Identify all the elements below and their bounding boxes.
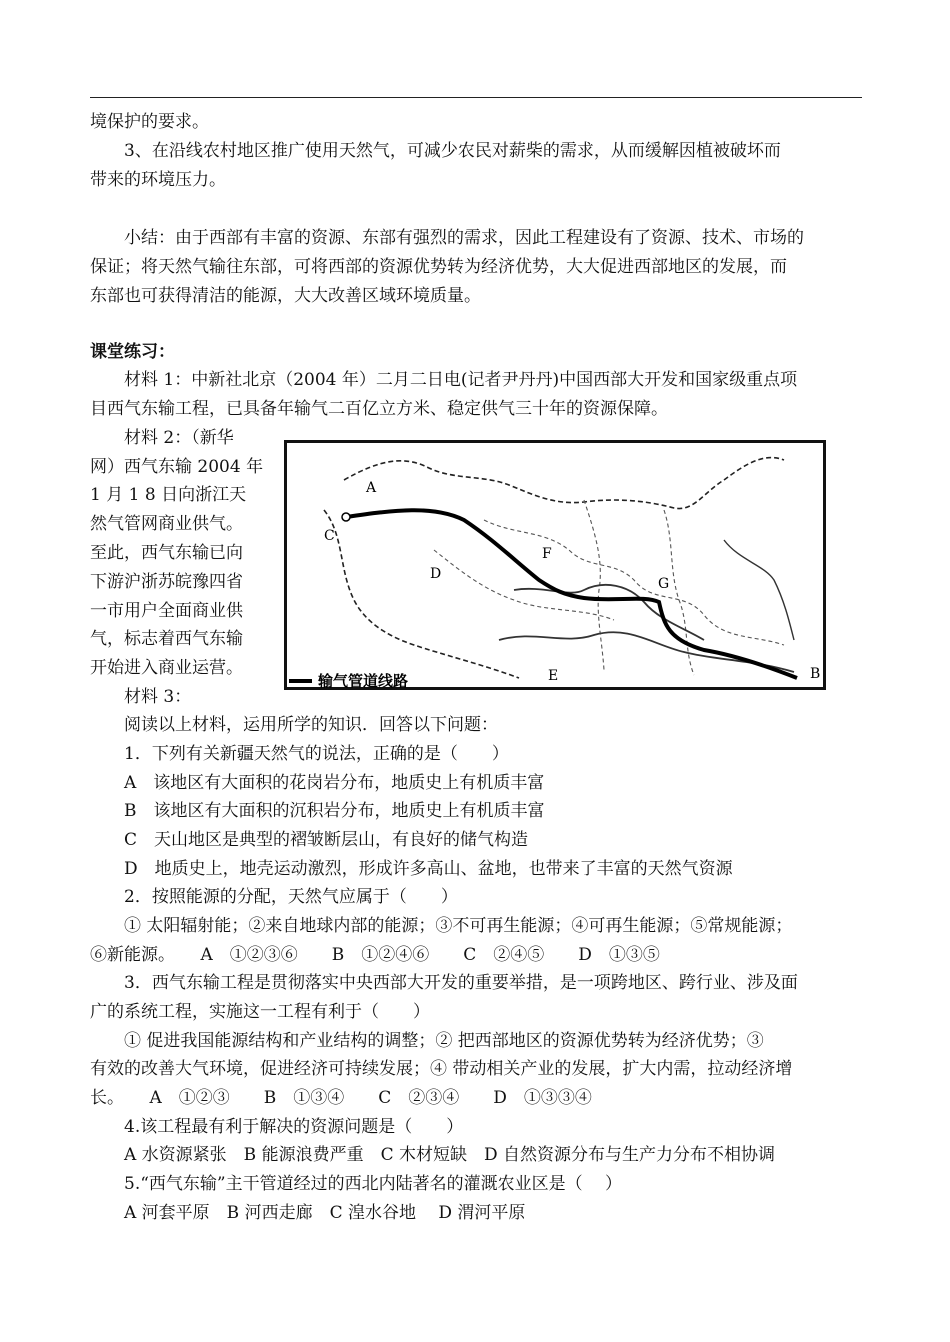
text-line: 境保护的要求。 <box>90 112 209 132</box>
pipeline-map <box>284 440 826 690</box>
map-label-a: A <box>366 480 377 496</box>
instruction: 阅读以上材料，运用所学的知识．回答以下问题： <box>124 715 498 735</box>
question-5: 5.“西气东输”主干管道经过的西北内陆著名的灌溉农业区是（ ） <box>124 1174 623 1194</box>
material-2-line: 至此，西气东输已向 <box>90 543 243 563</box>
map-label-f: F <box>542 546 552 562</box>
question-3-line: 广的系统工程，实施这一工程有利于（ ） <box>90 1002 430 1022</box>
material-3-label: 材料 3： <box>124 687 192 707</box>
map-label-e: E <box>548 668 559 684</box>
question-4: 4.该工程最有利于解决的资源问题是（ ） <box>124 1117 464 1137</box>
material-2-line: 网）西气东输 2004 年 <box>90 457 264 477</box>
pipeline-start-point <box>342 513 350 521</box>
map-label-b: B <box>810 666 821 682</box>
question-3-line: 有效的改善大气环境，促进经济可持续发展；④ 带动相关产业的发展，扩大内需，拉动经济增 <box>90 1059 793 1079</box>
material-2-line: 材料 2：（新华 <box>124 428 234 448</box>
question-3-line: ① 促进我国能源结构和产业结构的调整；② 把西部地区的资源优势转为经济优势；③ <box>124 1031 764 1051</box>
question-1: 1．下列有关新疆天然气的说法，正确的是（ ） <box>124 744 509 764</box>
question-1-option: B 该地区有大面积的沉积岩分布，地质史上有机质丰富 <box>124 801 545 821</box>
question-2-line: ⑥新能源。 A ①②③⑥ B ①②④⑥ C ②④⑤ D ①③⑤ <box>90 945 660 965</box>
map-label-g: G <box>658 576 670 592</box>
question-1-option: C 天山地区是典型的褶皱断层山，有良好的储气构造 <box>124 830 529 850</box>
material-2-line: 一市用户全面商业供 <box>90 601 243 621</box>
material-1-line: 目西气东输工程，已具备年输气二百亿立方米、稳定供气三十年的资源保障。 <box>90 399 668 419</box>
material-2-line: 气，标志着西气东输 <box>90 629 243 649</box>
question-3-line: 长。 A ①②③ B ①③④ C ②③④ D ①③③④ <box>90 1088 592 1108</box>
question-1-option: D 地质史上，地壳运动激烈，形成许多高山、盆地，也带来了丰富的天然气资源 <box>124 859 733 879</box>
summary-line: 东部也可获得清洁的能源，大大改善区域环境质量。 <box>90 286 481 306</box>
material-2-line: 1 月 1 8 日向浙江天 <box>90 485 247 505</box>
material-1-line: 材料 1：中新社北京（2004 年）二月二日电(记者尹丹丹)中国西部大开发和国家级重点项 <box>124 370 798 390</box>
header-rule <box>90 97 862 98</box>
text-line: 带来的环境压力。 <box>90 170 226 190</box>
legend-text: 输气管道线路 <box>318 672 409 690</box>
exercise-heading: 课堂练习： <box>90 342 175 362</box>
question-3-line: 3．西气东输工程是贯彻落实中央西部大开发的重要举措，是一项跨地区、跨行业、涉及面 <box>124 973 798 993</box>
text-line: 3、在沿线农村地区推广使用天然气，可减少农民对薪柴的需求，从而缓解因植被破坏而 <box>124 141 781 161</box>
question-1-option: A 该地区有大面积的花岗岩分布，地质史上有机质丰富 <box>124 773 545 793</box>
map-label-c: C <box>324 528 335 544</box>
material-2-line: 开始进入商业运营。 <box>90 658 243 678</box>
material-2-line: 然气管网商业供气。 <box>90 514 243 534</box>
question-5-options: A 河套平原 B 河西走廊 C 湟水谷地 D 渭河平原 <box>124 1203 526 1223</box>
summary-line: 小结：由于西部有丰富的资源、东部有强烈的需求，因此工程建设有了资源、技术、市场的 <box>124 228 804 248</box>
map-label-d: D <box>430 566 442 582</box>
question-2-line: ① 太阳辐射能；②来自地球内部的能源；③不可再生能源；④可再生能源；⑤常规能源； <box>124 916 793 936</box>
map-frame <box>286 442 825 689</box>
question-2: 2．按照能源的分配，天然气应属于（ ） <box>124 887 458 907</box>
summary-line: 保证；将天然气输往东部，可将西部的资源优势转为经济优势，大大促进西部地区的发展，而 <box>90 257 787 277</box>
question-4-options: A 水资源紧张 B 能源浪费严重 C 木材短缺 D 自然资源分布与生产力分布不相协调 <box>124 1145 776 1165</box>
material-2-line: 下游沪浙苏皖豫四省 <box>90 572 243 592</box>
